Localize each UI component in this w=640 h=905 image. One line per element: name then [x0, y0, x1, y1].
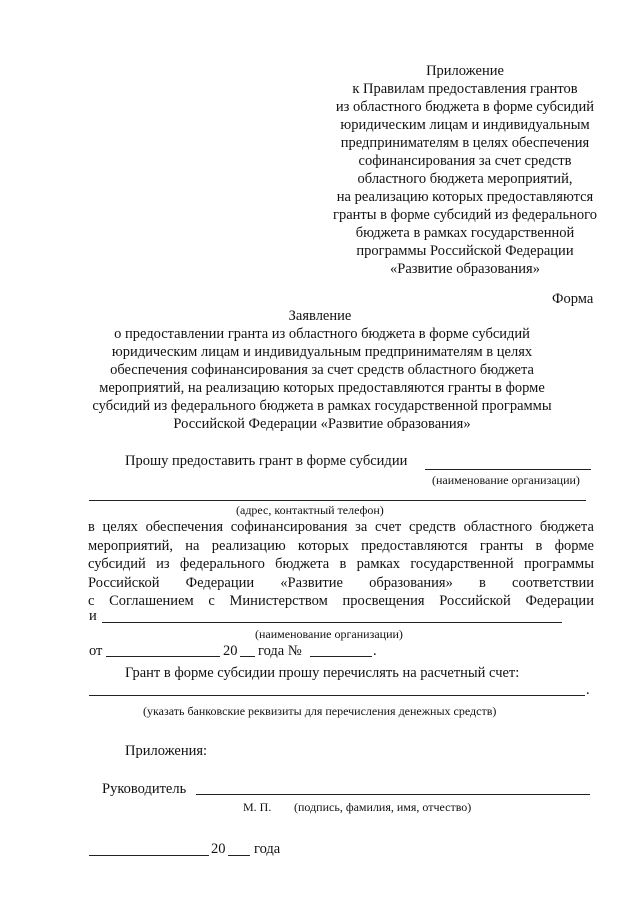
appendix-line: предпринимателям в целях обеспечения — [340, 135, 590, 151]
form-label: Форма — [552, 291, 594, 307]
paragraph-word: в — [535, 537, 543, 554]
and-label: и — [89, 608, 97, 624]
appendix-line: «Развитие образования» — [390, 261, 540, 277]
appendix-header — [300, 62, 630, 278]
paragraph-word: из — [156, 556, 170, 572]
date-year-prefix: 20 — [223, 643, 238, 659]
bank-details-caption: (указать банковские реквизиты для перечисления денежных средств) — [143, 704, 497, 718]
footer-year-prefix: 20 — [211, 841, 226, 857]
paragraph-word: реализацию — [211, 537, 286, 554]
address-field[interactable] — [89, 500, 586, 501]
paragraph-word: Соглашением — [109, 593, 194, 609]
footer-date-field[interactable] — [89, 855, 209, 856]
bank-details-field[interactable] — [89, 695, 585, 696]
paragraph-word: Федерации — [185, 574, 255, 591]
appendix-line: софинансирования за счет средств — [358, 153, 572, 169]
paragraph-word: в — [339, 556, 347, 572]
paragraph-word: на — [185, 537, 200, 554]
paragraph-line — [88, 574, 594, 593]
paragraph-word: с — [208, 593, 215, 609]
paragraph-word: за — [355, 519, 368, 535]
date-year-word: года № — [258, 643, 302, 659]
paragraph-line — [88, 555, 594, 574]
paragraph-line — [88, 537, 594, 556]
paragraph-word: Российской — [439, 593, 511, 609]
paragraph-word: программы — [523, 556, 594, 572]
paragraph-word: субсидий — [88, 556, 146, 572]
date-row-dot: . — [373, 643, 377, 659]
subtitle-line: Российской Федерации «Развитие образования» — [173, 416, 471, 432]
subtitle-line: юридическим лицам и индивидуальным предпринимателям в целях — [111, 344, 533, 360]
ministry-agreement-field[interactable] — [102, 622, 562, 623]
paragraph-word: обеспечения — [145, 519, 224, 535]
paragraph-word: в — [88, 519, 95, 535]
org-name-field[interactable] — [425, 469, 591, 470]
appendix-line: на реализацию которых предоставляются — [336, 189, 594, 205]
paragraph-word: бюджета — [539, 519, 594, 535]
appendix-line: из областного бюджета в форме субсидий — [335, 99, 595, 115]
appendix-line: к Правилам предоставления грантов — [352, 81, 578, 97]
paragraph-word: Российской — [88, 574, 160, 591]
transfer-text: Грант в форме субсидии прошу перечислять на расчетный счет: — [125, 665, 520, 681]
subtitle-line: обеспечения софинансирования за счет средств областного бюджета — [110, 362, 534, 378]
address-caption: (адрес, контактный телефон) — [236, 503, 384, 517]
subtitle-line: мероприятий, на реализацию которых предоставляются гранты в форме — [99, 380, 545, 396]
paragraph-word: целях — [102, 519, 138, 535]
head-signature-field[interactable] — [196, 794, 590, 795]
paragraph-word: рамках — [356, 556, 401, 572]
paragraph-word: «Развитие — [280, 574, 343, 591]
bank-details-dot: . — [586, 682, 590, 698]
paragraph-word: федерального — [179, 556, 265, 572]
paragraph-line — [88, 592, 594, 611]
appendix-line: гранты в форме субсидий из федерального — [333, 207, 597, 223]
appendix-line: бюджета в рамках государственной — [355, 225, 575, 241]
paragraph-word: соответствии — [512, 574, 594, 591]
paragraph-word: предоставляются — [361, 537, 468, 554]
date-from-label: от — [89, 643, 103, 659]
paragraph-word: образования» — [369, 574, 453, 591]
paragraph-word: мероприятий, — [88, 537, 174, 554]
paragraph-word: которых — [297, 537, 349, 554]
paragraph-word: Министерством — [229, 593, 328, 609]
document-subtitle — [80, 325, 564, 433]
org-name-caption-2: (наименование организации) — [255, 627, 403, 641]
org-name-caption: (наименование организации) — [432, 473, 580, 487]
paragraph-word: областного — [463, 519, 533, 535]
date-field[interactable] — [106, 656, 220, 657]
paragraph-word: в — [479, 574, 486, 591]
document-title: Заявление — [288, 308, 352, 324]
appendix-line: программы Российской Федерации — [356, 243, 574, 259]
paragraph-word: бюджета — [275, 556, 330, 572]
head-label: Руководитель — [102, 781, 187, 797]
paragraph-word: счет — [375, 519, 402, 535]
appendix-line: юридическим лицам и индивидуальным — [340, 117, 590, 133]
appendix-line: Приложение — [426, 63, 504, 79]
paragraph-word: софинансирования — [230, 519, 348, 535]
paragraph-word: государственной — [410, 556, 514, 572]
body-paragraph — [88, 518, 594, 611]
paragraph-word: средств — [408, 519, 456, 535]
appendix-line: областного бюджета мероприятий, — [357, 171, 573, 187]
attachments-label: Приложения: — [125, 743, 208, 759]
paragraph-word: с — [88, 593, 95, 609]
paragraph-word: гранты — [479, 537, 524, 554]
subtitle-line: о предоставлении гранта из областного бюджета в форме субсидий — [114, 326, 530, 342]
paragraph-word: Федерации — [525, 593, 594, 609]
paragraph-line — [88, 518, 594, 537]
signature-caption: (подпись, фамилия, имя, отчество) — [294, 800, 472, 814]
agreement-number-field[interactable] — [310, 656, 372, 657]
stamp-label: М. П. — [243, 800, 272, 814]
request-text: Прошу предоставить грант в форме субсидии — [125, 453, 408, 469]
paragraph-word: просвещения — [342, 593, 425, 609]
subtitle-line: субсидий из федерального бюджета в рамках государственной программы — [92, 398, 552, 414]
footer-year-field[interactable] — [228, 855, 250, 856]
year-field[interactable] — [240, 656, 255, 657]
footer-year-word: года — [254, 841, 281, 857]
paragraph-word: форме — [554, 537, 594, 554]
